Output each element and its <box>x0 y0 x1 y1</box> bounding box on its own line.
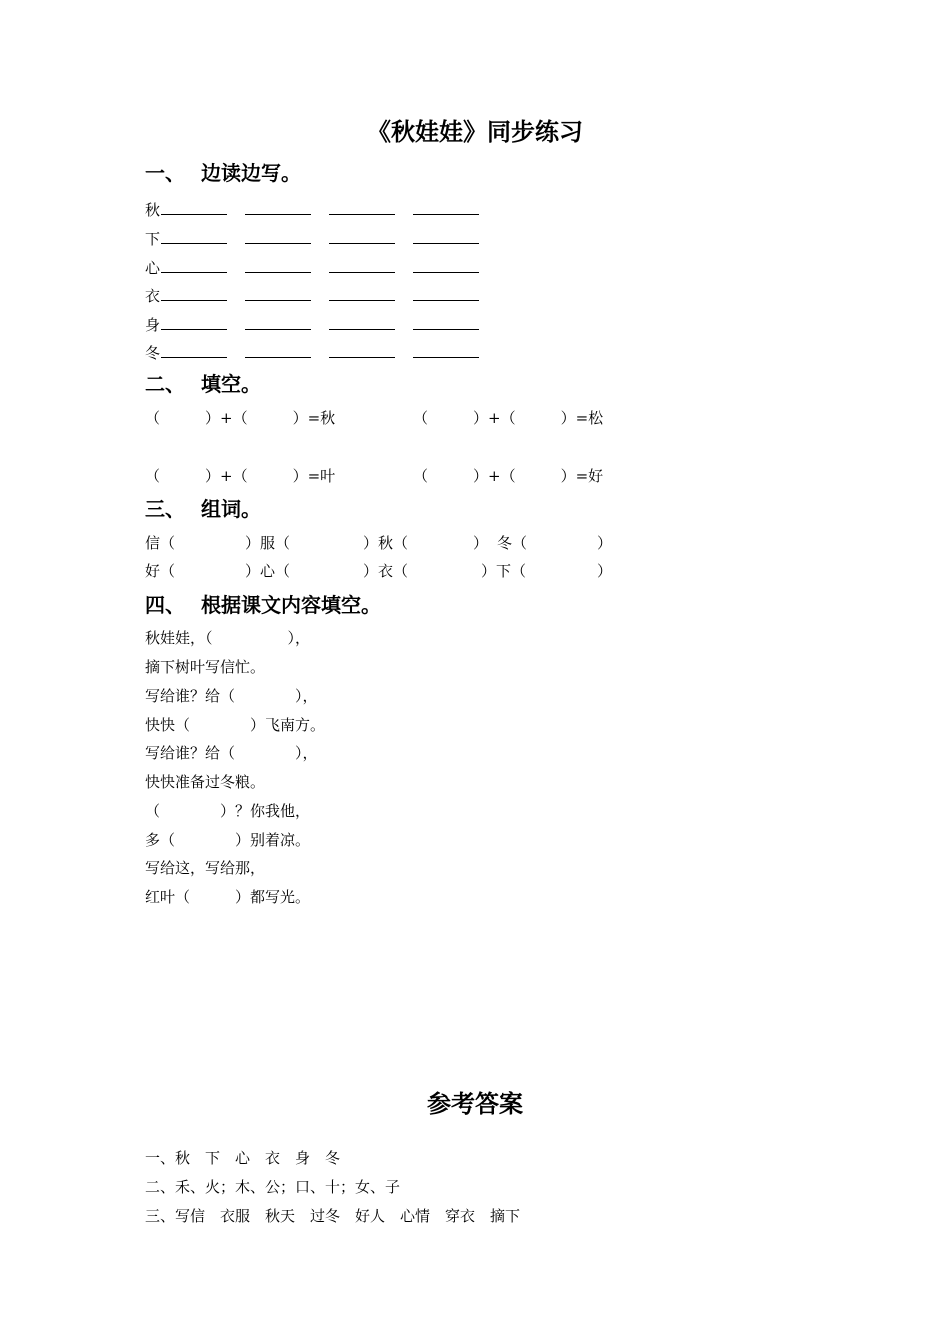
fill-blank-equation[interactable]: （ ）+（ ）=松 <box>413 409 604 427</box>
write-blank[interactable] <box>413 199 479 215</box>
write-blank[interactable] <box>245 228 311 244</box>
write-blank[interactable] <box>413 285 479 301</box>
write-blank[interactable] <box>329 257 395 273</box>
poem-line[interactable]: 写给谁？给（ ）， <box>145 687 318 705</box>
poem-line: 写给这，写给那， <box>145 859 266 877</box>
poem-line[interactable]: （ ）？你我他， <box>145 802 311 820</box>
poem-line[interactable]: 写给谁？给（ ）， <box>145 744 318 762</box>
word-blank[interactable]: 好（ <box>145 562 176 580</box>
poem-line[interactable]: 红叶（ ）都写光。 <box>145 888 311 906</box>
write-row-4 <box>145 285 479 306</box>
word-blank[interactable]: ）秋（ <box>363 534 409 552</box>
poem-line[interactable]: 快快（ ）飞南方。 <box>145 716 326 734</box>
section-3-number: 三、 <box>145 497 185 521</box>
word-blank[interactable]: 冬（ <box>497 534 528 552</box>
section-4-number: 四、 <box>145 593 185 617</box>
word-blank[interactable]: ）服（ <box>245 534 291 552</box>
write-blank[interactable] <box>413 257 479 273</box>
write-blank[interactable] <box>245 257 311 273</box>
section-1-heading <box>145 160 301 186</box>
write-blank[interactable] <box>161 257 227 273</box>
write-row-3 <box>145 257 479 278</box>
page-title: 《秋娃娃》同步练习 <box>367 118 583 146</box>
poem-line[interactable]: 多（ ）别着凉。 <box>145 831 311 849</box>
write-char: 下 <box>145 230 161 248</box>
section-3-label: 组词。 <box>201 497 261 521</box>
fill-blank-equation[interactable]: （ ）+（ ）=叶 <box>145 467 336 485</box>
write-row-2 <box>145 228 479 249</box>
write-blank[interactable] <box>329 285 395 301</box>
write-blank[interactable] <box>329 314 395 330</box>
answer-line: 三、写信 衣服 秋天 过冬 好人 心情 穿衣 摘下 <box>145 1207 521 1225</box>
word-blank: ） <box>597 562 613 580</box>
write-blank[interactable] <box>413 342 479 358</box>
write-blank[interactable] <box>245 285 311 301</box>
word-blank[interactable]: ）心（ <box>245 562 291 580</box>
poem-line: 快快准备过冬粮。 <box>145 773 266 791</box>
section-1-label: 边读边写。 <box>201 161 301 185</box>
section-4-label: 根据课文内容填空。 <box>201 593 381 617</box>
poem-line[interactable]: 秋娃娃，（ ）， <box>145 629 311 647</box>
write-blank[interactable] <box>329 228 395 244</box>
answer-line: 一、秋 下 心 衣 身 冬 <box>145 1149 341 1167</box>
write-row-5 <box>145 314 479 335</box>
write-blank[interactable] <box>161 228 227 244</box>
write-row-1 <box>145 199 479 220</box>
section-2-heading <box>145 371 261 397</box>
write-blank[interactable] <box>161 314 227 330</box>
section-2-label: 填空。 <box>201 372 261 396</box>
write-row-6 <box>145 342 479 363</box>
write-char: 衣 <box>145 287 161 305</box>
fill-blank-equation[interactable]: （ ）+（ ）=秋 <box>145 409 336 427</box>
section-1-number: 一、 <box>145 161 185 185</box>
word-blank[interactable]: 信（ <box>145 534 176 552</box>
write-blank[interactable] <box>245 342 311 358</box>
write-blank[interactable] <box>245 199 311 215</box>
word-blank: ） <box>597 534 613 552</box>
write-blank[interactable] <box>245 314 311 330</box>
write-blank[interactable] <box>161 199 227 215</box>
section-3-heading <box>145 496 261 522</box>
section-2-number: 二、 <box>145 372 185 396</box>
write-char: 心 <box>145 259 161 277</box>
write-blank[interactable] <box>413 228 479 244</box>
write-blank[interactable] <box>329 199 395 215</box>
fill-blank-equation[interactable]: （ ）+（ ）=好 <box>413 467 604 485</box>
answer-line: 二、禾、火；木、公；口、十；女、子 <box>145 1178 401 1196</box>
word-blank: ） <box>473 534 489 552</box>
write-blank[interactable] <box>413 314 479 330</box>
write-char: 身 <box>145 316 161 334</box>
answer-title: 参考答案 <box>427 1090 523 1118</box>
write-char: 秋 <box>145 201 161 219</box>
word-blank[interactable]: ）衣（ <box>363 562 409 580</box>
write-blank[interactable] <box>329 342 395 358</box>
write-blank[interactable] <box>161 285 227 301</box>
section-4-heading <box>145 592 381 618</box>
write-char: 冬 <box>145 344 161 362</box>
write-blank[interactable] <box>161 342 227 358</box>
word-blank[interactable]: ）下（ <box>481 562 527 580</box>
poem-line: 摘下树叶写信忙。 <box>145 658 266 676</box>
